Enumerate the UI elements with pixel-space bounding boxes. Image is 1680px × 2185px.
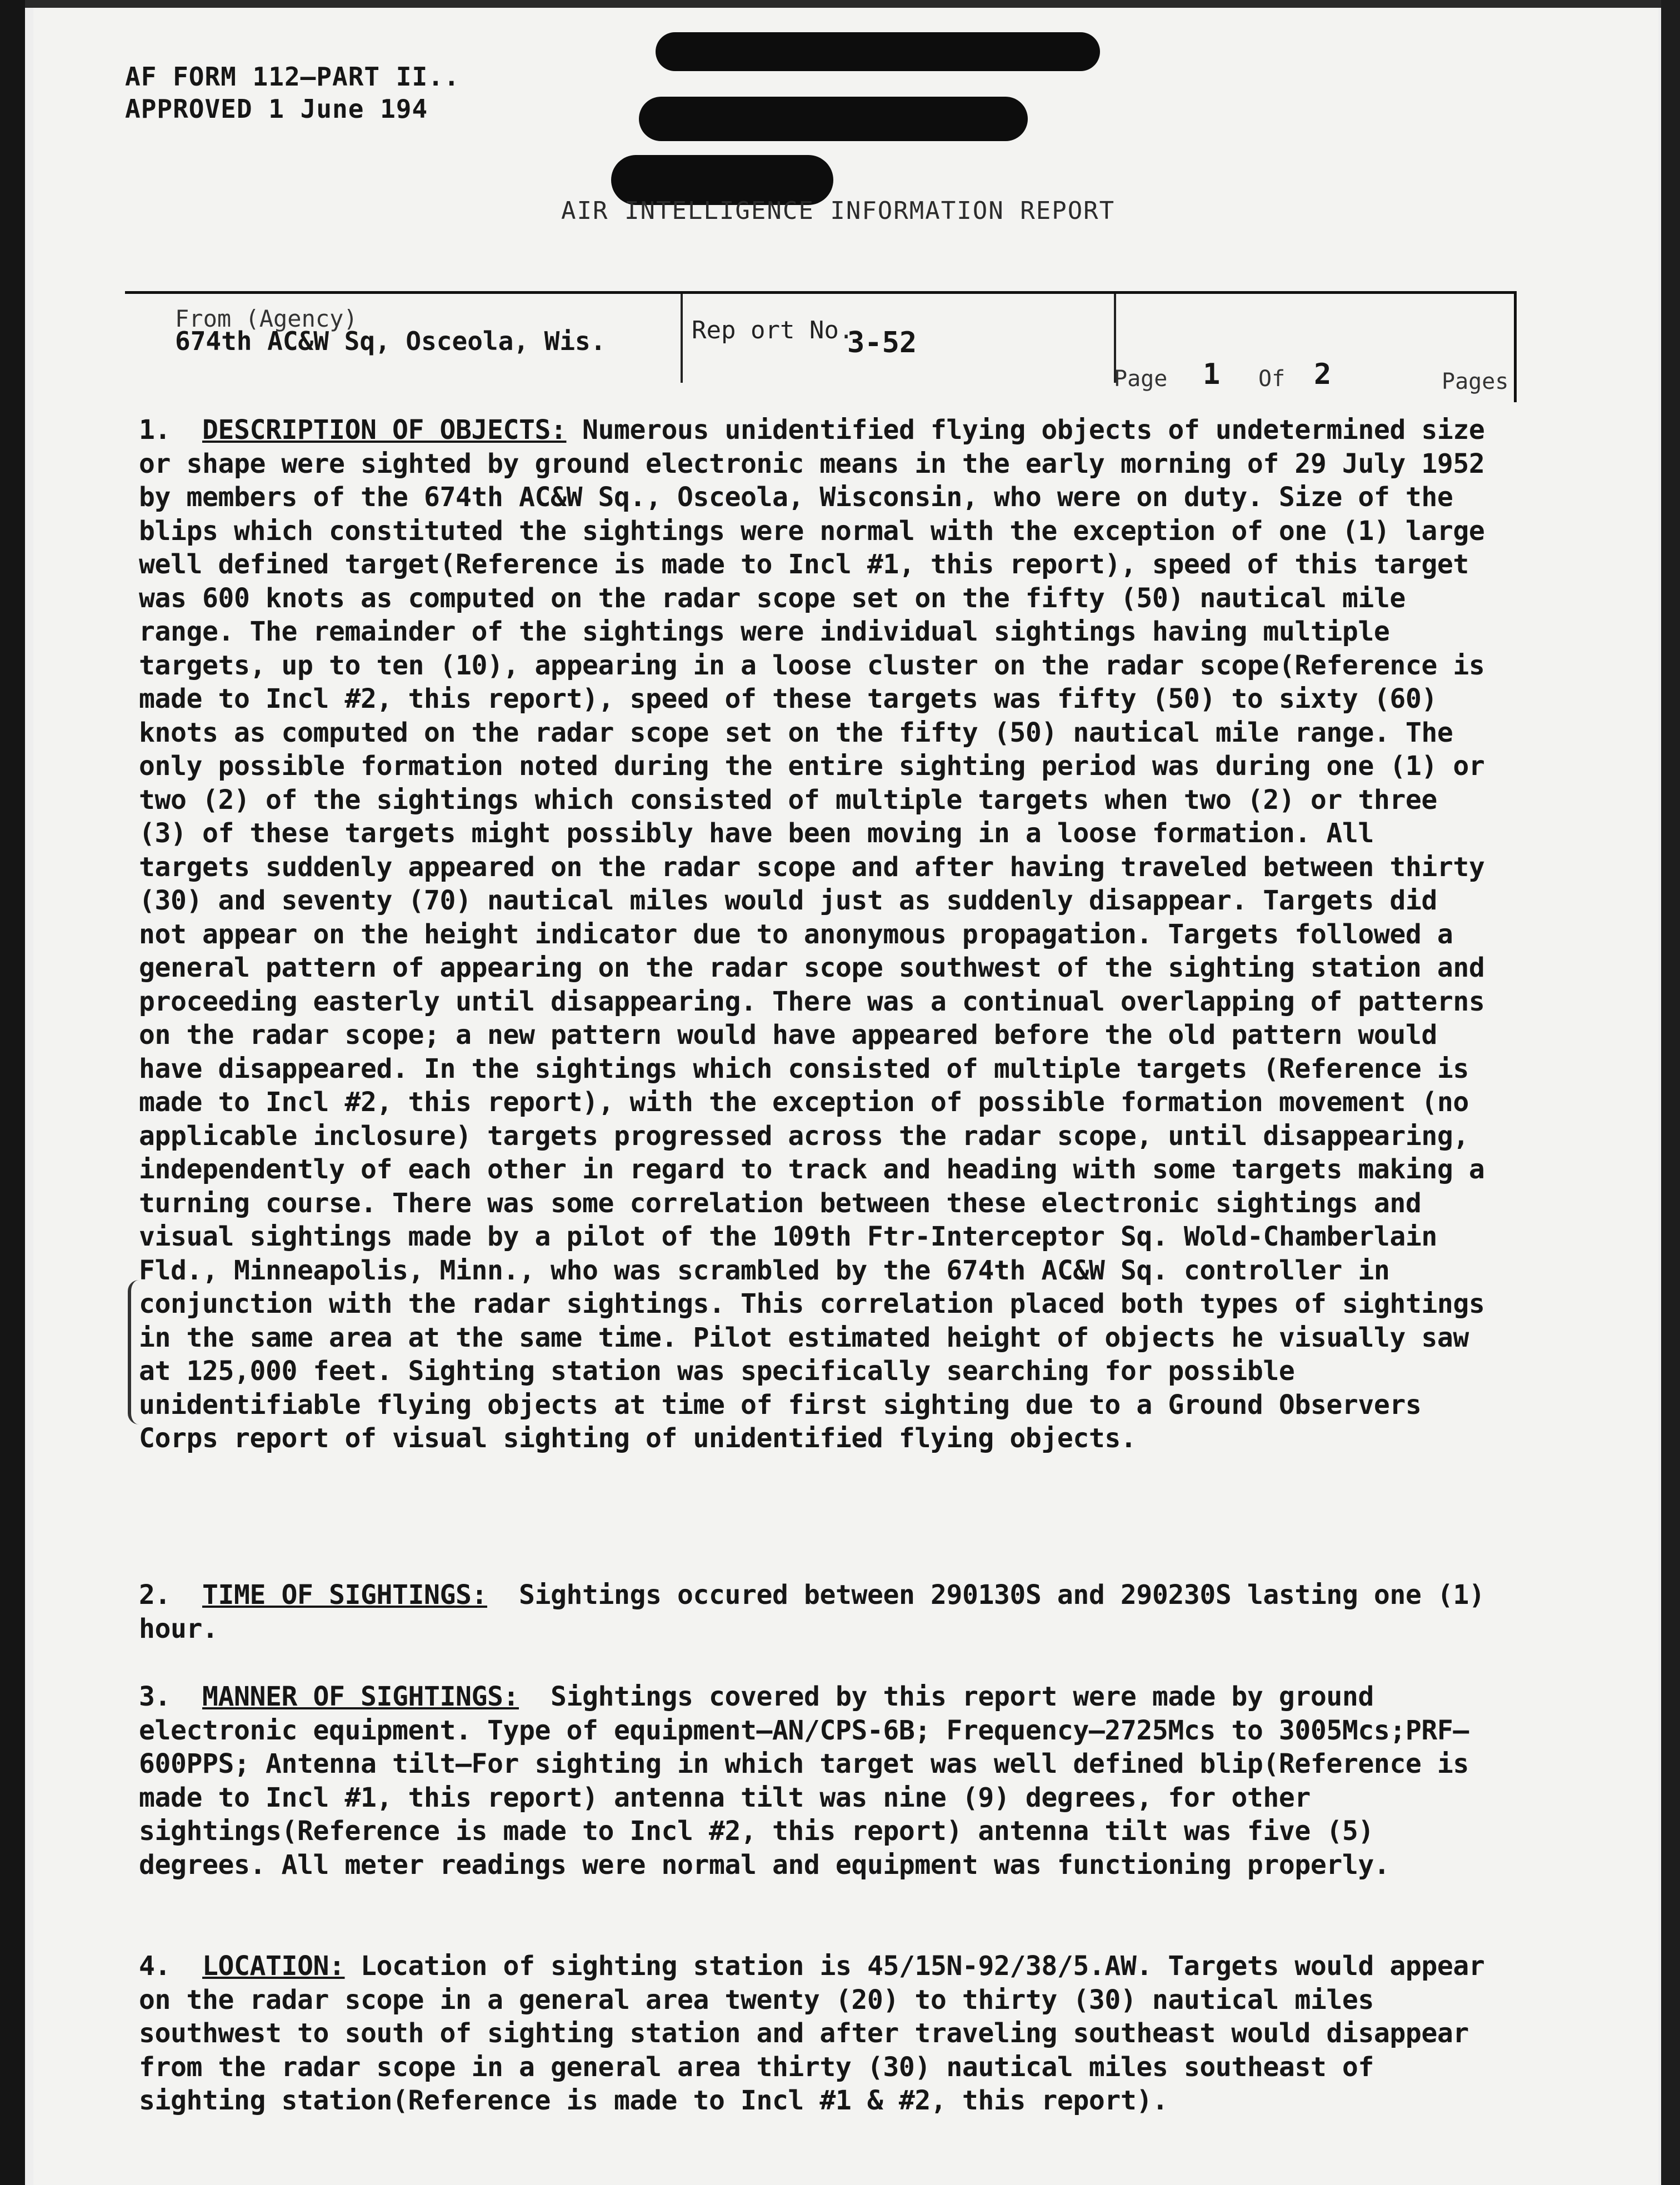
section-location <box>139 1949 1501 2118</box>
section-description-of-objects <box>139 413 1501 1456</box>
report-number-value: 3-52 <box>847 326 917 359</box>
section-heading: LOCATION: <box>202 1951 345 1982</box>
section-text: Sightings covered by this report were made by ground electronic equipment. Type of equipment—AN/CPS-6B; Frequency—2725Mcs to 3005Mcs;PRF—600PPS; Antenna tilt—For sighting in which target was well defined blip(Reference is made to Incl #1, this report) antenna tilt was nine (9) degrees, for other sightings(Reference is made to Incl #2, this report) antenna tilt was five (5) degrees. All meter readings were normal and equipment was functioning properly. <box>139 1681 1485 1881</box>
form-number-block <box>125 61 460 125</box>
scan-border-left <box>0 0 25 2185</box>
pages-label: Pages <box>1442 369 1509 394</box>
section-text: Sightings occured between 290130S and 290230S lasting one (1) hour. <box>139 1579 1501 1644</box>
section-number: 4. <box>139 1951 171 1982</box>
form-number: AF FORM 112—PART II.. <box>125 62 460 92</box>
section-text: Numerous unidentified flying objects of undetermined size or shape were sighted by ground electronic means in the early morning of 29 July 1952 by members of the 674th AC&W Sq., Osceola, Wisconsin, who were on duty. Size of the blips which constituted the sightings were normal with the exception of one (1) large well defined target(Reference is made to Incl #1, this report), speed of this target was 600 knots as computed on the radar scope set on the fifty (50) nautical mile range. The remainder of the sightings were individual sightings having multiple targets, up to ten (10), appearing in a loose cluster on the radar scope(Reference is made to Incl #2, this report), speed of these targets was fifty (50) to sixty (60) knots as computed on the radar scope set on the fifty (50) nautical mile range. The only possible formation noted during the entire sighting period was during one (1) or two (2) of the sightings which consisted of multiple targets when two (2) or three (3) of these targets might possibly have been moving in a loose formation. All targets suddenly appeared on the radar scope and after having traveled between thirty (30) and seventy (70) nautical miles would just as suddenly disappear. Targets did not appear on the height indicator due to anonymous propagation. Targets followed a general pattern of appearing on the radar scope southwest of the sighting station and proceeding easterly until disappearing. There was a continual overlapping of patterns on the radar scope; a new pattern would have appeared before the old pattern would have disappeared. In the sightings which consisted of multiple targets (Reference is made to Incl #2, this report), with the exception of possible formation movement (no applicable inclosure) targets progressed across the radar scope, until disappearing, independently of each other in regard to track and heading with some targets making a turning course. There was some correlation between these electronic sightings and visual sightings made by a pilot of the 109th Ftr-Interceptor Sq. Wold-Chamberlain Fld., Minneapolis, Minn., who was scrambled by the 674th AC&W Sq. controller in conjunction with the radar sightings. This correlation placed both types of sightings in the same area at the same time. Pilot estimated height of objects he visually saw at 125,000 feet. Sighting station was specifically searching for possible unidentifiable flying objects at time of first sighting due to a Ground Observers Corps report of visual sighting of unidentified flying objects. <box>139 414 1501 1454</box>
section-heading: DESCRIPTION OF OBJECTS: <box>202 414 567 446</box>
header-divider <box>681 294 683 383</box>
report-number-label: Rep ort No. <box>692 316 854 344</box>
section-number: 2. <box>139 1579 171 1611</box>
report-title: AIR INTELLIGENCE INFORMATION REPORT <box>561 197 1116 225</box>
page-total: 2 <box>1314 358 1332 391</box>
section-heading: MANNER OF SIGHTINGS: <box>202 1681 519 1712</box>
scan-border-right <box>1661 0 1680 2185</box>
form-approval-date: APPROVED 1 June 194 <box>125 94 428 124</box>
redaction-mark <box>639 97 1028 141</box>
section-heading: TIME OF SIGHTINGS: <box>202 1579 487 1611</box>
section-number: 3. <box>139 1681 171 1712</box>
handwritten-margin-bracket <box>128 1280 164 1424</box>
report-header-box <box>125 291 1517 402</box>
page-number: 1 <box>1203 358 1221 391</box>
section-text: Location of sighting station is 45/15N-92/38/5.AW. Targets would appear on the radar scope in a general area twenty (20) to thirty (30) nautical miles southwest to south of sighting station and after traveling southeast would disappear from the radar scope in a general area thirty (30) nautical miles southeast of sighting station(Reference is made to Incl #1 & #2, this report). <box>139 1951 1501 2116</box>
section-manner-of-sightings <box>139 1680 1489 1882</box>
of-label: Of <box>1258 366 1286 392</box>
document-page <box>33 8 1658 2185</box>
scan-border-top <box>0 0 1680 8</box>
section-time-of-sightings <box>139 1578 1501 1646</box>
redaction-mark <box>656 32 1100 71</box>
section-number: 1. <box>139 414 171 446</box>
from-agency-label: From (Agency) <box>175 305 358 332</box>
from-agency-value: 674th AC&W Sq, Osceola, Wis. <box>175 326 606 356</box>
page-label: Page <box>1114 366 1168 392</box>
